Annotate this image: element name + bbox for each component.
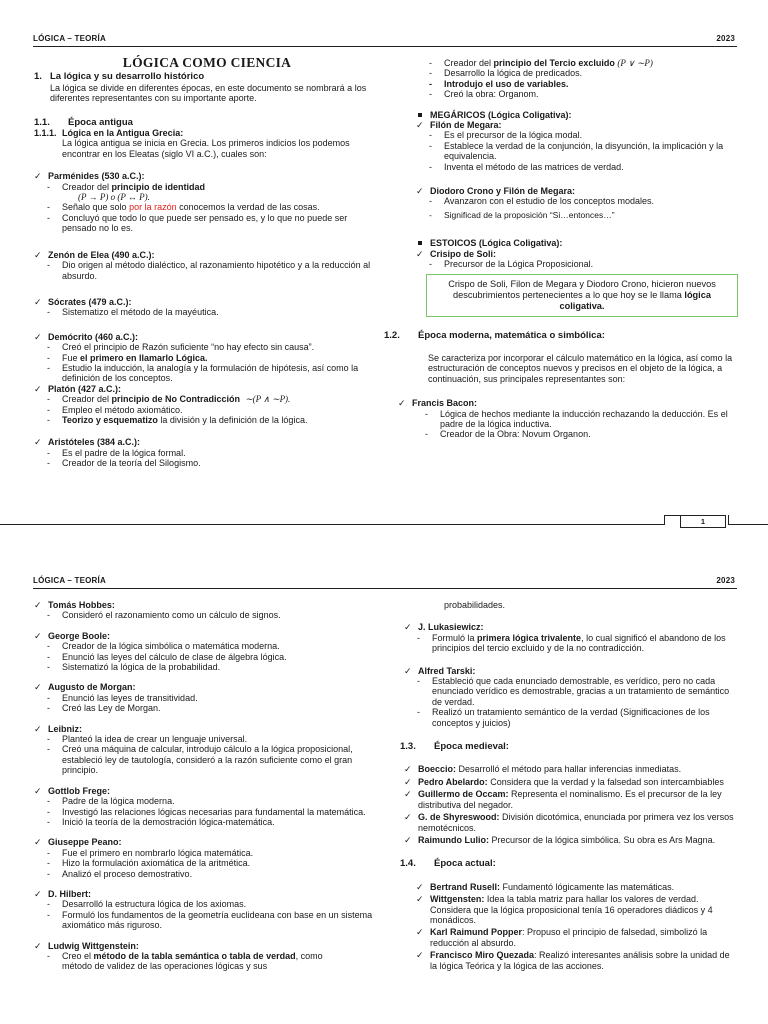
check-icon: ✓ [34, 682, 42, 693]
list-item: - Lógica de hechos mediante la inducción rechazando la deducción. Es el padre de la lógica inductiva. [412, 409, 738, 430]
list-item: - Formuló los fundamentos de la geometría euclideana con base en un sistema axiomático más riguroso. [34, 910, 380, 931]
right-column [384, 58, 738, 440]
person-frege: ✓ Gottlob Frege: [34, 785, 110, 796]
list-item: - Significad de la proposición “Si…entonces…” [416, 210, 738, 220]
person-hilbert: ✓ D. Hilbert: [34, 888, 92, 899]
check-icon: ✓ [34, 723, 42, 734]
person-crisipo: ✓ Crisipo de Soli: [416, 248, 497, 259]
check-icon: ✓ [34, 940, 42, 951]
page-number: 1 [680, 515, 726, 528]
person-filon: ✓ Filón de Megara: [416, 120, 502, 131]
section-1-heading: 1. La lógica y su desarrollo histórico [34, 71, 205, 83]
list-item-continued: probabilidades. [444, 600, 506, 610]
list-item: - Empleo el método axiomático. [34, 405, 380, 415]
person-platon: ✓ Platón (427 a.C.): [34, 383, 122, 394]
page-title: LÓGICA COMO CIENCIA [122, 55, 292, 70]
list-item: - Creó una máquina de calcular, introdujo cálculo a la lógica proposicional, estableció ley de tautología, consideró a la razón suficiente como el gran principio. [34, 744, 380, 775]
check-icon: ✓ [398, 398, 406, 409]
check-icon: ✓ [34, 600, 42, 610]
check-icon: ✓ [416, 894, 424, 905]
check-icon: ✓ [404, 789, 412, 800]
list-item-shyreswood: ✓ G. de Shyreswood: División dicotómica, enunciada por primera vez los versos nemotécnicos. [404, 812, 734, 833]
list-item: - Inició la teoría de la demostración lógica-matemática. [34, 817, 380, 827]
list-item: - Desarrollo la lógica de predicados. [416, 68, 738, 78]
person-socrates: ✓ Sócrates (479 a.C.): [34, 296, 132, 307]
list-item: - Señalo que solo por la razón conocemos la verdad de las cosas. [34, 202, 380, 212]
list-item: - Creó la obra: Organom. [416, 89, 738, 99]
list-item-abelardo: ✓ Pedro Abelardo: Considera que la verdad y la falsedad son intercambiables [404, 776, 724, 787]
list-item-russell: ✓ Bertrand Rusell: Fundamentó lógicamente las matemáticas. [416, 881, 675, 892]
person-bacon: ✓ Francis Bacon: [398, 398, 478, 409]
list-item-popper: ✓ Karl Raimund Popper: Propuso el principio de falsedad, simbolizó la reducción al absurdo. [416, 927, 708, 948]
list-item: - Concluyó que todo lo que puede ser pensado es, y lo que no puede ser pensado no lo es. [34, 213, 380, 234]
group-megaricos: MEGÁRICOS (Lógica Coligativa): [416, 110, 738, 120]
list-item: - Avanzaron con el estudio de los conceptos modales. [416, 196, 738, 206]
check-icon: ✓ [34, 331, 42, 342]
check-icon: ✓ [34, 785, 42, 796]
person-diodoro: ✓ Diodoro Crono y Filón de Megara: [416, 186, 576, 197]
check-icon: ✓ [34, 383, 42, 394]
list-item: - Consideró el razonamiento como un cálculo de signos. [34, 610, 380, 620]
list-item: - Realizó un tratamiento semántico de la verdad (Significaciones de los conceptos y juicios) [404, 707, 738, 728]
list-item-wittgensten: ✓ Wittgensten: Idea la tabla matriz para hallar los valores de verdad. Considera que la lógica proposicional tenía 16 operadores diádicos y 4 monádicos. [416, 894, 713, 925]
section-1-1-heading: 1.1. Época antigua [34, 116, 133, 128]
check-icon: ✓ [34, 888, 42, 899]
person-morgan: ✓ Augusto de Morgan: [34, 682, 136, 693]
list-item: - Es el padre de la lógica formal. [34, 448, 380, 458]
formula-no-contradiction: ∼(P ∧ ∼P). [245, 394, 291, 405]
list-item: - Analizó el proceso demostrativo. [34, 869, 380, 879]
list-item-continued: método de validez de las operaciones lógicas y sus [62, 961, 268, 972]
person-tarski: ✓ Alfred Tarski: [404, 665, 476, 676]
list-item: - Enunció las leyes de transitividad. [34, 693, 380, 703]
check-icon: ✓ [404, 776, 412, 787]
check-icon: ✓ [416, 186, 424, 197]
check-icon: ✓ [416, 248, 424, 259]
list-item: - Creador de la lógica simbólica o matemática moderna. [34, 641, 380, 651]
section-1-text: La lógica se divide en diferentes épocas, en este documento se nombrará a los diferentes representantes con su importante aporte. [50, 82, 367, 104]
list-item: - Introdujo el uso de variables. [416, 79, 738, 89]
header-rule [33, 588, 737, 589]
check-icon: ✓ [416, 120, 424, 131]
list-item: - Investigó las relaciones lógicas necesarias para fundamental la matemática. [34, 807, 380, 817]
check-icon: ✓ [404, 622, 412, 633]
list-item: - Inventa el método de las matrices de verdad. [416, 162, 738, 172]
list-item: - Estableció que cada enunciado demostrable, es verídico, pero no cada enunciado verídico es demostrable, gracias a un tratamiento de semántico de verdad. [404, 676, 738, 707]
list-item: - Creo el método de la tabla semántica o tabla de verdad, como [34, 951, 380, 961]
header-title: LÓGICA – TEORÍA [33, 576, 106, 585]
list-item: - Sistematizó la lógica de la probabilidad. [34, 662, 380, 672]
list-item: - Enunció las leyes del cálculo de clase de álgebra lógica. [34, 652, 380, 662]
check-icon: ✓ [34, 296, 42, 307]
left-column [34, 55, 380, 469]
page-gap [0, 528, 768, 560]
list-item: - Establece la verdad de la conjunción, la disyunción, la implicación y la equivalencia. [416, 141, 738, 162]
check-icon: ✓ [416, 950, 424, 961]
note-box: Crispo de Soli, Filon de Megara y Diodoro Crono, hicieron nuevos descubrimientos pertenecientes a lo que hoy se le llama lógica coligativa. [426, 274, 738, 317]
list-item: - Creó las Ley de Morgan. [34, 703, 380, 713]
check-icon: ✓ [34, 837, 42, 848]
header-year: 2023 [716, 576, 735, 585]
right-column [400, 600, 738, 971]
check-icon: ✓ [416, 927, 424, 938]
list-item-occam: ✓ Guillermo de Occam: Representa el nominalismo. Es el precursor de la ley distributiva del negador. [404, 789, 722, 810]
list-item: - Hizo la formulación axiomática de la aritmética. [34, 858, 380, 868]
section-1-4-heading: 1.4. Época actual: [400, 858, 496, 870]
group-estoicos: ESTOICOS (Lógica Coligativa): [416, 238, 738, 248]
list-item: - Creador del principio del Tercio excluido (P ∨ ∼P) [416, 58, 738, 68]
list-item: - Teorizo y esquematizo la división y la definición de la lógica. [34, 415, 380, 425]
list-item: - Formuló la primera lógica trivalente, lo cual significó el abandono de los principios del tercio excluido y de la no contradicción. [404, 633, 738, 654]
list-item: - Fue el primero en llamarlo Lógica. [34, 353, 380, 363]
person-lukasiewicz: ✓ J. Lukasiewicz: [404, 622, 484, 633]
person-wittgenstein: ✓ Ludwig Wittgenstein: [34, 940, 139, 951]
list-item: - Creador del principio de identidad [34, 182, 380, 192]
check-icon: ✓ [34, 630, 42, 641]
person-parmenides: ✓ Parménides (530 a.C.): [34, 171, 145, 182]
section-1-3-heading: 1.3. Época medieval: [400, 741, 509, 753]
list-item: - Planteó la idea de crear un lenguaje universal. [34, 734, 380, 744]
person-hobbes: ✓ Tomás Hobbes: [34, 600, 115, 610]
list-item: - Creó el principio de Razón suficiente “no hay efecto sin causa”. [34, 342, 380, 352]
footer-rule [0, 524, 664, 525]
section-1-2-text: Se caracteriza por incorporar el cálculo matemático en la lógica, así como la estructuración de conceptos nuevos y precisos en el objeto de la lógica, a continuación, sus principales representantes son: [428, 352, 733, 384]
check-icon: ✓ [404, 665, 412, 676]
header-rule [33, 46, 737, 47]
section-1-1-1-text: La lógica antigua se inicia en Grecia. Los primeros indicios los podemos encontrar en los Eleatas (siglo VI a.C.), cuales son: [62, 138, 350, 159]
list-item: - Padre de la lógica moderna. [34, 796, 380, 806]
list-item: - Desarrolló la estructura lógica de los axiomas. [34, 899, 380, 909]
formula-identity: (P → P) o (P ↔ P). [78, 192, 150, 203]
section-1-2-heading: 1.2. Época moderna, matemática o simbólica: [384, 329, 605, 341]
formula-excluded-middle: (P ∨ ∼P) [617, 58, 653, 68]
section-1-1-1-heading: 1.1.1. Lógica en la Antigua Grecia: [34, 128, 184, 139]
check-icon: ✓ [404, 764, 412, 775]
check-icon: ✓ [34, 249, 42, 260]
person-democrito: ✓ Demócrito (460 a.C.): [34, 331, 139, 342]
list-item: - Estudio la inducción, la analogía y la formulación de hipótesis, así como la definición de los conceptos. [34, 363, 380, 384]
list-item-boeccio: ✓ Boeccio: Desarrolló el método para hallar inferencias inmediatas. [404, 764, 682, 775]
person-zenon: ✓ Zenón de Elea (490 a.C.): [34, 249, 155, 260]
left-column [34, 600, 380, 972]
document-page-2 [0, 560, 768, 1024]
list-item: - Creador del principio de No Contradicción ∼(P ∧ ∼P). [34, 394, 380, 404]
check-icon: ✓ [404, 834, 412, 845]
person-aristoteles: ✓ Aristóteles (384 a.C.): [34, 437, 141, 448]
check-icon: ✓ [34, 171, 42, 182]
list-item-lulio: ✓ Raimundo Lulio: Precursor de la lógica simbólica. Su obra es Ars Magna. [404, 834, 716, 845]
header-year: 2023 [716, 34, 735, 43]
check-icon: ✓ [416, 881, 424, 892]
person-peano: ✓ Giuseppe Peano: [34, 837, 122, 848]
list-item-miro-quezada: ✓ Francisco Miro Quezada: Realizó interesantes análisis sobre la unidad de la lógica Teórica y la lógica de las acciones. [416, 950, 730, 971]
person-leibniz: ✓ Leibniz: [34, 723, 82, 734]
list-item: - Creador de la Obra: Novum Organon. [412, 429, 738, 439]
list-item: - Sistematizo el método de la mayéutica. [34, 307, 380, 317]
check-icon: ✓ [404, 812, 412, 823]
list-item: - Es el precursor de la lógica modal. [416, 130, 738, 140]
list-item: - Fue el primero en nombrarlo lógica matemática. [34, 848, 380, 858]
check-icon: ✓ [34, 437, 42, 448]
list-item: - Creador de la teoría del Silogismo. [34, 458, 380, 468]
person-boole: ✓ George Boole: [34, 630, 111, 641]
list-item: - Dio origen al método dialéctico, al razonamiento hipotético y a la reducción al absurdo. [34, 260, 380, 281]
list-item: - Precursor de la Lógica Proposicional. [416, 259, 738, 269]
header-title: LÓGICA – TEORÍA [33, 34, 106, 43]
